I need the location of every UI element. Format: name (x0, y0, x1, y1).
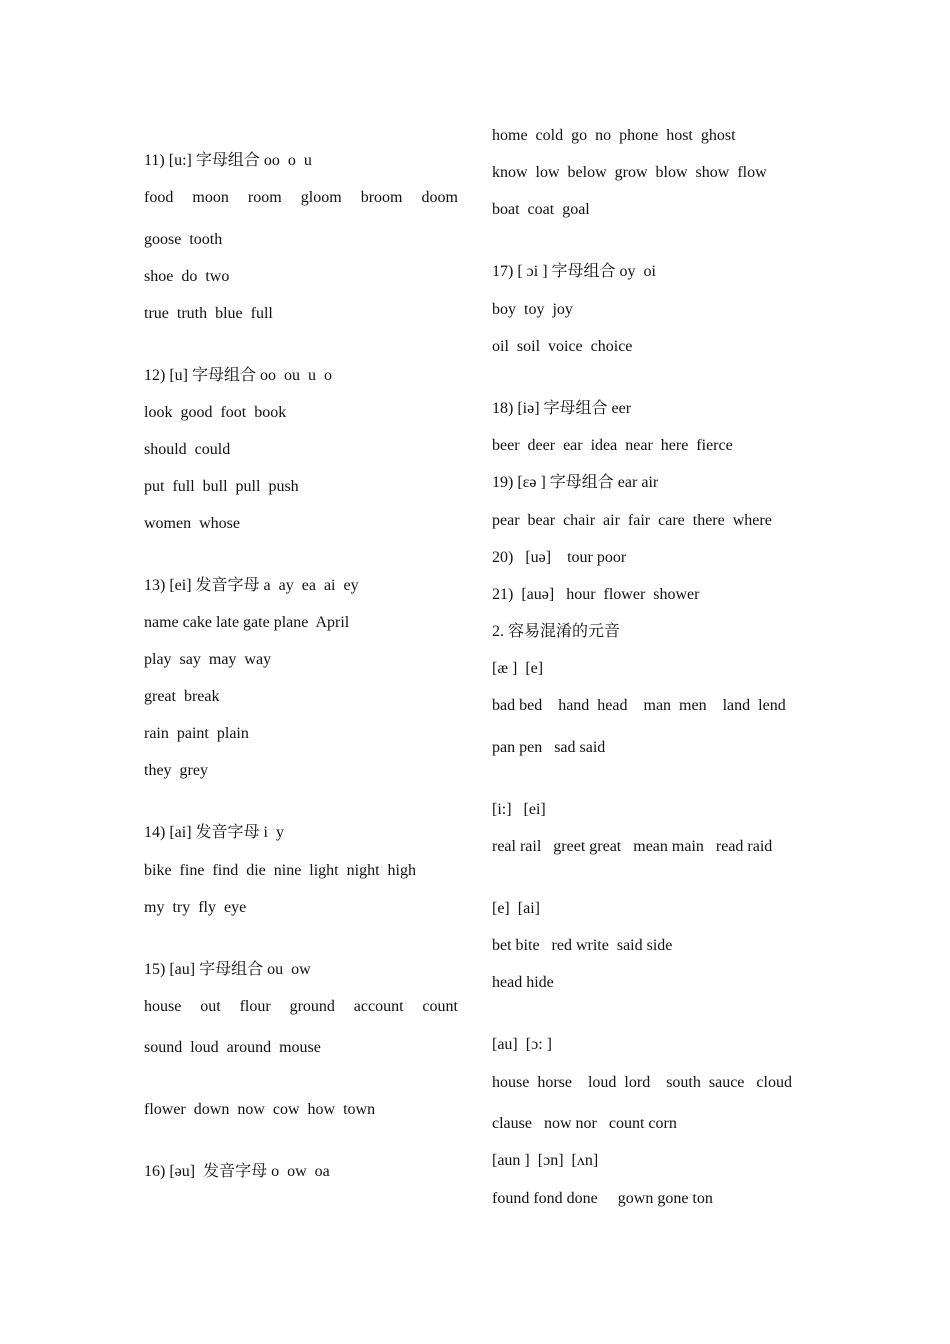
section-21-line: 21) [auə] hour flower shower (492, 586, 700, 603)
pair-1-line-2: pan pen sad said (492, 739, 606, 756)
section-15-line-1 (144, 997, 458, 1017)
section-11-line-4: true truth blue full (144, 305, 273, 322)
word: room (247, 189, 282, 206)
pair-1-line-1: bad bed hand head man men land lend (492, 697, 786, 714)
section-13-heading: 13) [ei] 发音字母 a ay ea ai ey (144, 577, 359, 594)
pair-4-heading: [au] [ɔ: ] (492, 1036, 552, 1053)
pair-3-heading: [e] [ai] (492, 900, 540, 917)
section-20-line: 20) [uə] tour poor (492, 549, 627, 566)
section-12-heading: 12) [u] 字母组合 oo ou u o (144, 367, 332, 384)
section-12-line-3: put full bull pull push (144, 478, 299, 495)
section-11-heading: 11) [u:] 字母组合 oo o u (144, 152, 312, 169)
section-11-line-3: shoe do two (144, 268, 230, 285)
section-16-line-2: know low below grow blow show flow (492, 164, 767, 181)
pair-2-line-1: real rail greet great mean main read raid (492, 838, 773, 855)
pair-4-line-2: clause now nor count corn (492, 1115, 677, 1132)
pair-5-heading: [aun ] [ɔn] [ʌn] (492, 1152, 599, 1169)
section-17-line-2: oil soil voice choice (492, 338, 633, 355)
section-18-heading: 18) [iə] 字母组合 eer (492, 400, 632, 417)
section-15-line-3: flower down now cow how town (144, 1101, 376, 1118)
section-19-line-1: pear bear chair air fair care there where (492, 512, 772, 529)
section-17-line-1: boy toy joy (492, 301, 573, 318)
pair-5-line-1: found fond done gown gone ton (492, 1190, 713, 1207)
word: account (353, 998, 404, 1015)
section-11-line-2: goose tooth (144, 231, 223, 248)
word: broom (360, 189, 403, 206)
section-11-line-1 (144, 188, 458, 208)
section-19-heading: 19) [ɛə ] 字母组合 ear air (492, 474, 659, 491)
section-13-line-1: name cake late gate plane April (144, 614, 350, 631)
section-17-heading: 17) [ ɔi ] 字母组合 oy oi (492, 263, 656, 280)
word: doom (421, 189, 458, 206)
word: flour (239, 998, 271, 1015)
section-12-line-2: should could (144, 441, 231, 458)
section-14-line-2: my try fly eye (144, 899, 247, 916)
part-2-heading: 2. 容易混淆的元音 (492, 623, 621, 640)
section-14-line-1: bike fine find die nine light night high (144, 862, 416, 879)
pair-2-heading: [i:] [ei] (492, 801, 546, 818)
pair-3-line-1: bet bite red write said side (492, 937, 673, 954)
pair-1-heading: [æ ] [e] (492, 660, 544, 677)
word: count (422, 998, 458, 1015)
section-16-line-1: home cold go no phone host ghost (492, 127, 736, 144)
section-13-line-2: play say may way (144, 651, 272, 668)
word: gloom (300, 189, 342, 206)
section-13-line-4: rain paint plain (144, 725, 249, 742)
word: house (144, 998, 182, 1015)
word: food (144, 189, 174, 206)
section-13-line-3: great break (144, 688, 220, 705)
section-16-heading: 16) [əu] 发音字母 o ow oa (144, 1163, 330, 1180)
section-18-line-1: beer deer ear idea near here fierce (492, 437, 733, 454)
pair-3-line-2: head hide (492, 974, 554, 991)
section-13-line-5: they grey (144, 762, 208, 779)
word: out (200, 998, 221, 1015)
section-12-line-4: women whose (144, 515, 240, 532)
section-16-line-3: boat coat goal (492, 201, 590, 218)
section-12-line-1: look good foot book (144, 404, 287, 421)
section-15-heading: 15) [au] 字母组合 ou ow (144, 961, 311, 978)
word: moon (192, 189, 229, 206)
word: ground (289, 998, 335, 1015)
section-15-line-2: sound loud around mouse (144, 1039, 321, 1056)
section-14-heading: 14) [ai] 发音字母 i y (144, 824, 284, 841)
pair-4-line-1: house horse loud lord south sauce cloud (492, 1074, 792, 1091)
